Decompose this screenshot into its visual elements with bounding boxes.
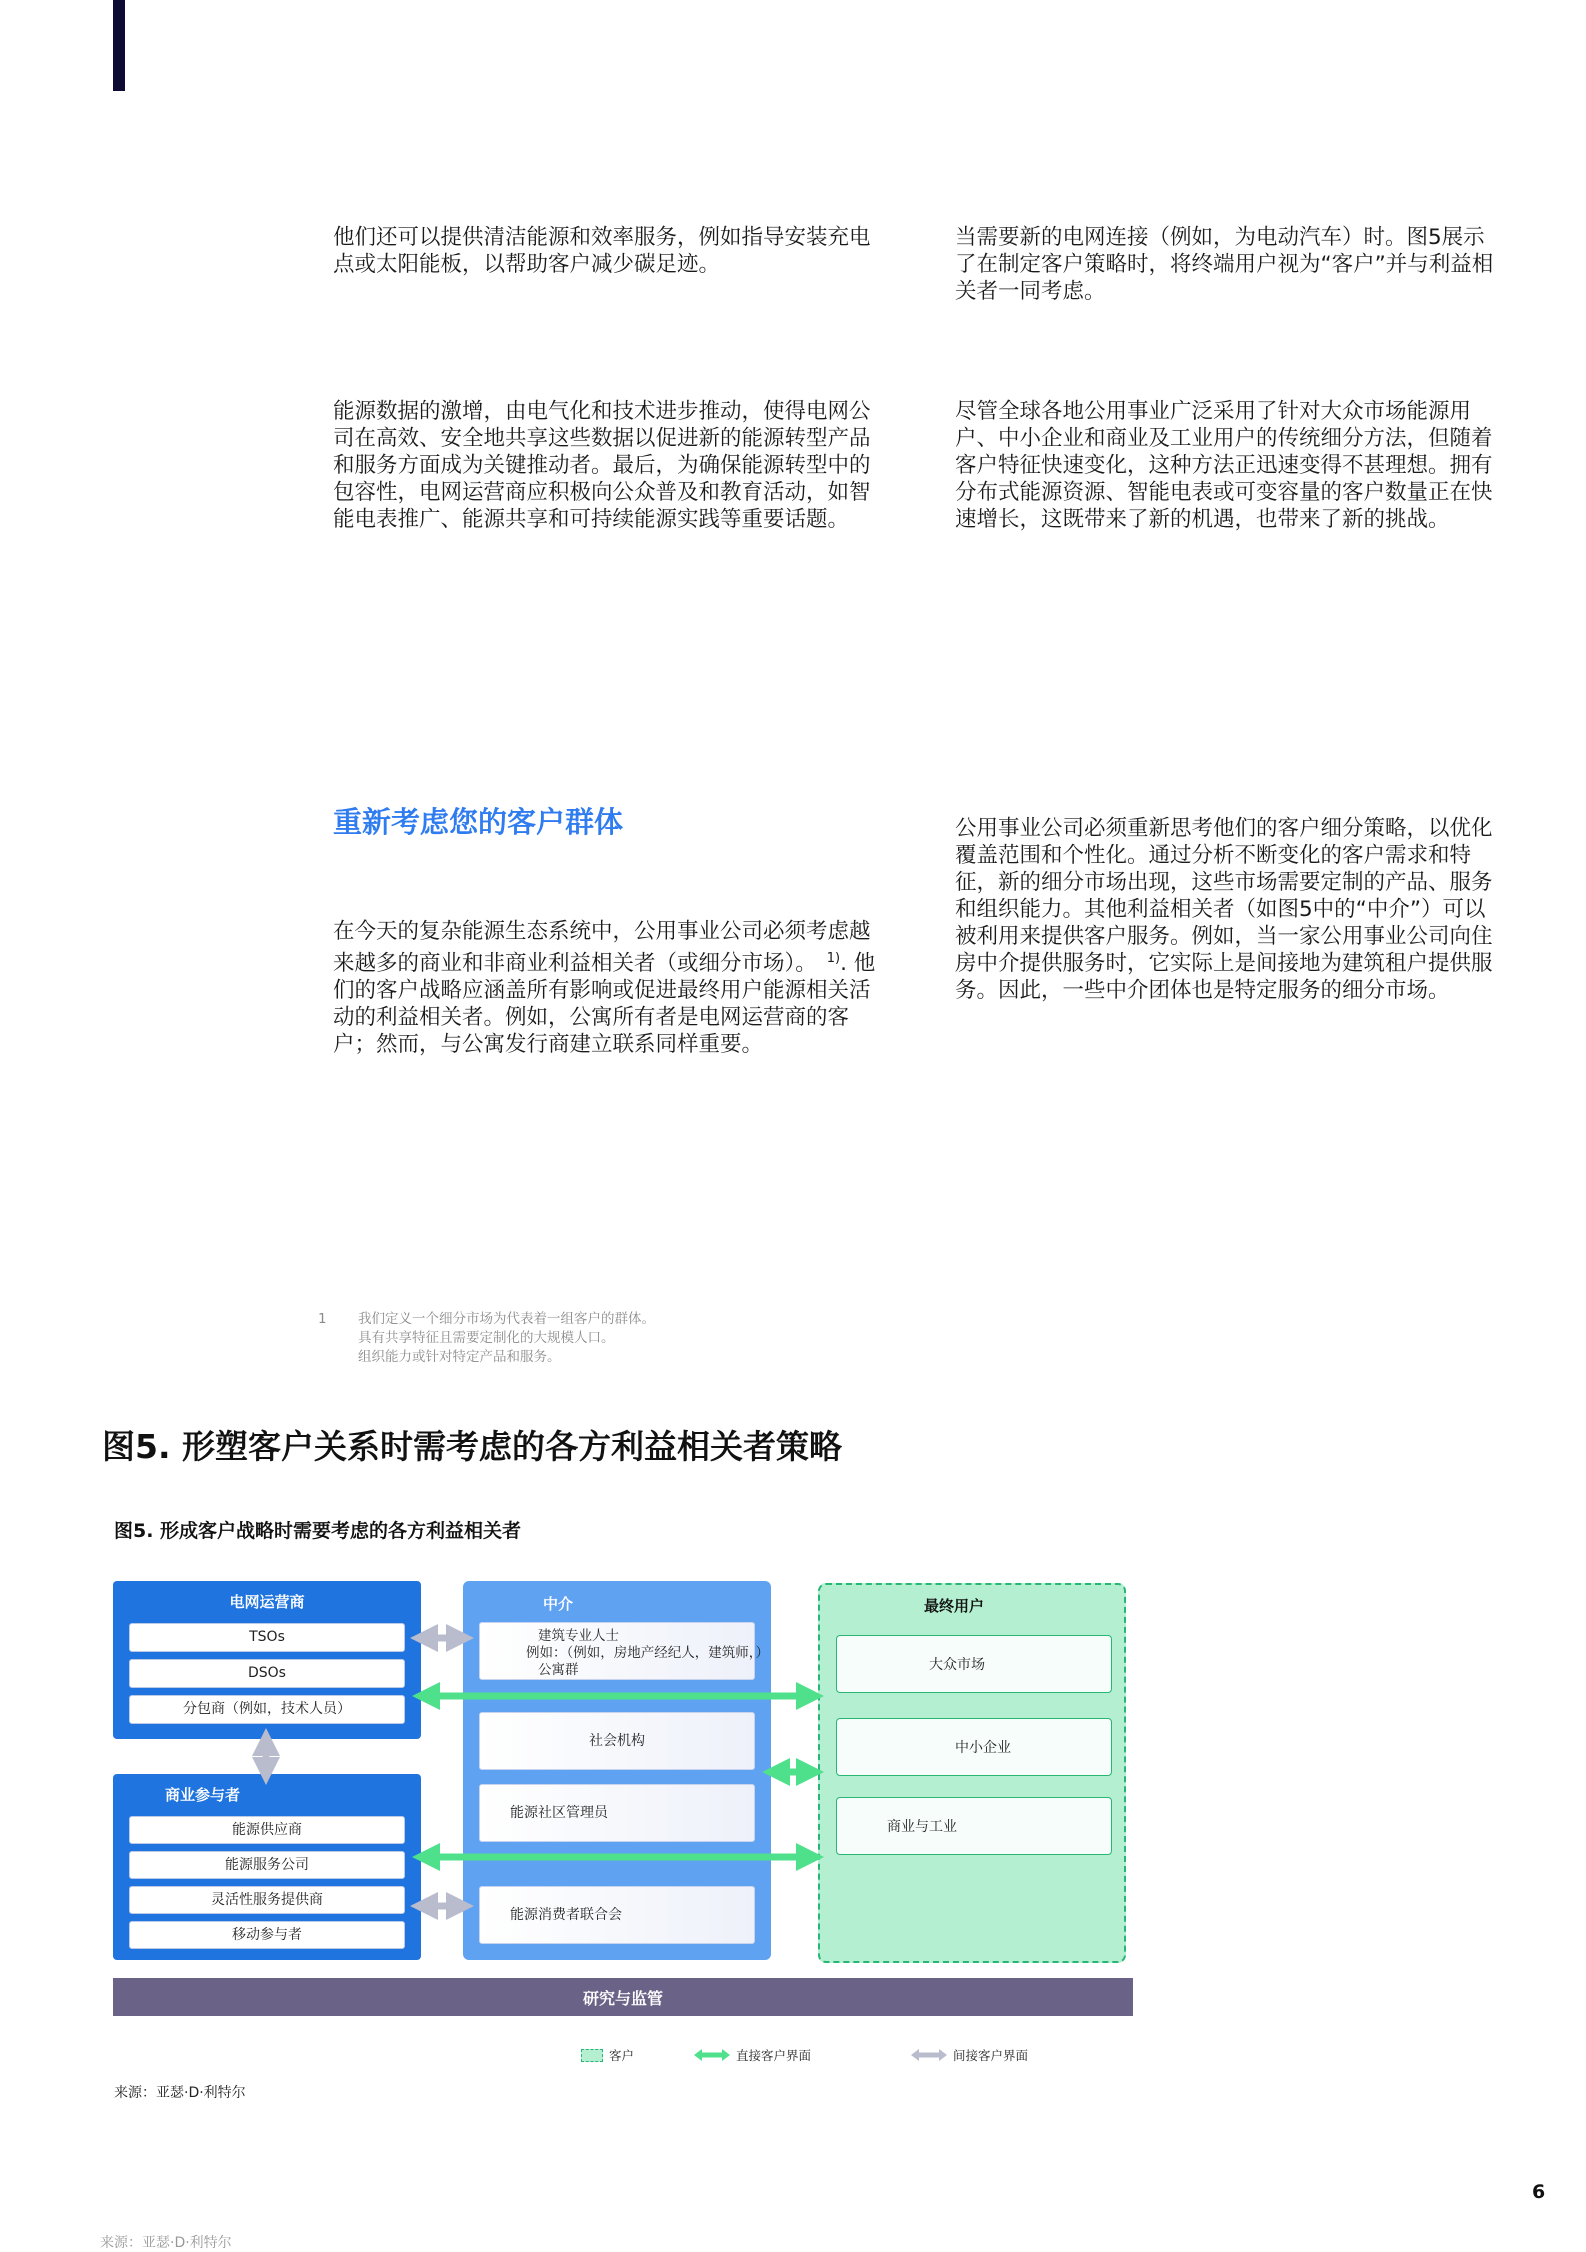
section-heading: 重新考虑您的客户群体 xyxy=(333,805,624,839)
end-user-item-mass-market: 大众市场 xyxy=(836,1635,1112,1693)
intermediaries-title: 中介 xyxy=(543,1595,574,1613)
page-number: 6 xyxy=(1532,2181,1546,2203)
grid-operators-title: 电网运营商 xyxy=(229,1593,305,1611)
end-user-item-commercial-industrial: 商业与工业 xyxy=(836,1797,1112,1855)
commercial-item-energy-service-companies: 能源服务公司 xyxy=(129,1851,405,1879)
legend-indirect-arrow-icon xyxy=(911,2048,947,2062)
accent-bar xyxy=(113,0,125,91)
paragraph-grid-connection: 当需要新的电网连接（例如，为电动汽车）时。图5展示了在制定客户策略时，将终端用户视为“客户”并与利益相关者一同考虑。 xyxy=(955,225,1494,304)
intermediary-item-energy-community-managers: 能源社区管理员 xyxy=(479,1784,755,1842)
commercial-item-mobility-actors: 移动参与者 xyxy=(129,1921,405,1949)
intermediary-item-social-institutions: 社会机构 xyxy=(479,1712,755,1770)
legend-direct xyxy=(694,2046,811,2064)
legend-customer xyxy=(581,2046,634,2064)
paragraph-segmentation-methods: 尽管全球各地公用事业广泛采用了针对大众市场能源用户、中小企业和商业及工业用户的传统细分方法，但随着客户特征快速变化，这种方法正迅速变得不甚理想。拥有分布式能源资源、智能电表或可变容量的客户数量正在快速增长，这既带来了新的机遇，也带来了新的挑战。 xyxy=(955,399,1493,532)
paragraph-clean-energy: 他们还可以提供清洁能源和效率服务，例如指导安装充电点或太阳能板，以帮助客户减少碳足迹。 xyxy=(333,225,871,277)
bottom-source-cut: 来源：亚瑟·D·利特尔 xyxy=(100,2235,232,2251)
figure-title: 图5. 形塑客户关系时需考虑的各方利益相关者策略 xyxy=(102,1427,842,1466)
legend-indirect-label: 间接客户界面 xyxy=(953,2048,1029,2063)
legend-direct-arrow-icon xyxy=(694,2048,730,2062)
paragraph-ecosystem xyxy=(333,918,878,1058)
legend-indirect xyxy=(911,2046,1028,2064)
commercial-actors-title: 商业参与者 xyxy=(165,1786,241,1804)
commercial-item-flexibility-providers: 灵活性服务提供商 xyxy=(129,1886,405,1914)
figure-subtitle: 图5. 形成客户战略时需要考虑的各方利益相关者 xyxy=(114,1520,522,1542)
footnote-line: 具有共享特征且需要定制化的大规模人口。 xyxy=(358,1330,615,1346)
intermediary-item-building-professionals xyxy=(479,1622,769,1680)
end-user-item-smes: 中小企业 xyxy=(836,1718,1112,1776)
commercial-item-energy-suppliers: 能源供应商 xyxy=(129,1816,405,1844)
paragraph-rethink-segmentation: 公用事业公司必须重新思考他们的客户细分策略，以优化覆盖范围和个性化。通过分析不断变化的客户需求和特征，新的细分市场出现，这些市场需要定制的产品、服务和组织能力。其他利益相关者（如图5中的“中介”）可以被利用来提供客户服务。例如，当一家公用事业公司向住房中介提供服务时，它实际上是间接地为建筑租户提供服务。因此，一些中介团体也是特定服务的细分市场。 xyxy=(955,816,1493,1003)
research-regulation-bar: 研究与监管 xyxy=(113,1978,1133,2016)
footnote-reference[interactable]: 1) xyxy=(826,951,841,966)
intermediary-item-energy-consumer-federations: 能源消费者联合会 xyxy=(479,1886,755,1944)
footnote-line: 我们定义一个细分市场为代表着一组客户的群体。 xyxy=(358,1311,655,1327)
figure-source: 来源：亚瑟·D·利特尔 xyxy=(114,2085,246,2101)
legend-customer-label: 客户 xyxy=(609,2048,635,2063)
paragraph-ecosystem-rest: . 他们的客户战略应涵盖所有影响或促进最终用户能源相关活动的利益相关者。例如，公寓所有者是电网运营商的客户；然而，与公寓发行商建立联系同样重要。 xyxy=(333,951,876,1058)
grid-operator-item-dsos: DSOs xyxy=(129,1659,405,1688)
building-professionals-line2: 例如：（例如，房地产经纪人，建筑师，） xyxy=(526,1645,769,1661)
legend-customer-swatch xyxy=(581,2049,603,2062)
legend-direct-label: 直接客户界面 xyxy=(736,2048,812,2063)
building-professionals-line1: 建筑专业人士 xyxy=(538,1628,619,1644)
grid-operator-item-tsos: TSOs xyxy=(129,1623,405,1652)
footnote-line: 组织能力或针对特定产品和服务。 xyxy=(358,1349,561,1365)
paragraph-energy-data: 能源数据的激增，由电气化和技术进步推动，使得电网公司在高效、安全地共享这些数据以促进新的能源转型产品和服务方面成为关键推动者。最后，为确保能源转型中的包容性，电网运营商应积极向公众普及和教育活动，如智能电表推广、能源共享和可持续能源实践等重要话题。 xyxy=(333,399,871,532)
footnote-number: 1 xyxy=(318,1311,327,1327)
building-professionals-line3: 公寓群 xyxy=(538,1662,579,1678)
paragraph-ecosystem-text: 在今天的复杂能源生态系统中，公用事业公司必须考虑越来越多的商业和非商业利益相关者（或细分市场）。 xyxy=(333,919,871,977)
end-users-title: 最终用户 xyxy=(924,1597,985,1615)
grid-operator-item-subcontractors: 分包商（例如，技术人员） xyxy=(129,1695,405,1724)
